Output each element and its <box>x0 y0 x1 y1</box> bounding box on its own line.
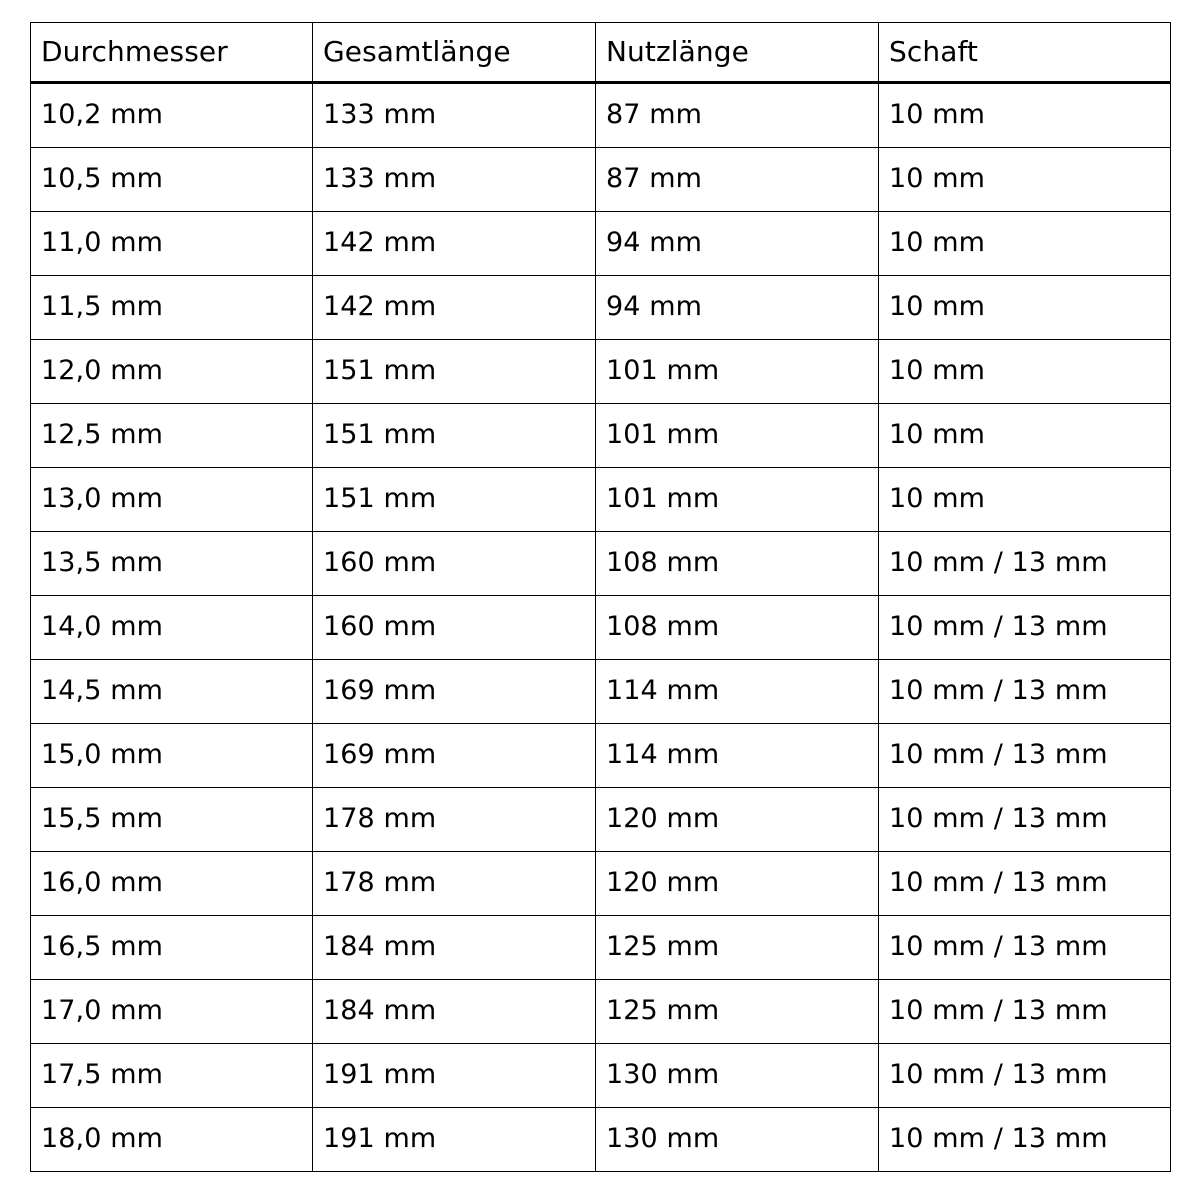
column-header-durchmesser: Durchmesser <box>31 23 313 83</box>
cell-nutzlaenge: 130 mm <box>596 1108 879 1172</box>
table-row <box>31 276 1171 340</box>
table-row <box>31 788 1171 852</box>
cell-schaft: 10 mm / 13 mm <box>879 1108 1171 1172</box>
table-row <box>31 212 1171 276</box>
cell-schaft: 10 mm <box>879 468 1171 532</box>
cell-nutzlaenge: 120 mm <box>596 852 879 916</box>
table-row <box>31 532 1171 596</box>
table-row <box>31 1108 1171 1172</box>
cell-nutzlaenge: 87 mm <box>596 83 879 148</box>
cell-schaft: 10 mm / 13 mm <box>879 788 1171 852</box>
cell-gesamtlaenge: 142 mm <box>313 212 596 276</box>
cell-schaft: 10 mm <box>879 340 1171 404</box>
cell-gesamtlaenge: 169 mm <box>313 660 596 724</box>
cell-gesamtlaenge: 191 mm <box>313 1044 596 1108</box>
cell-durchmesser: 12,0 mm <box>31 340 313 404</box>
cell-durchmesser: 11,5 mm <box>31 276 313 340</box>
cell-schaft: 10 mm / 13 mm <box>879 980 1171 1044</box>
cell-nutzlaenge: 125 mm <box>596 916 879 980</box>
cell-durchmesser: 18,0 mm <box>31 1108 313 1172</box>
cell-gesamtlaenge: 151 mm <box>313 404 596 468</box>
drill-bit-specification-table <box>30 22 1171 1172</box>
cell-gesamtlaenge: 133 mm <box>313 83 596 148</box>
cell-durchmesser: 16,0 mm <box>31 852 313 916</box>
cell-schaft: 10 mm / 13 mm <box>879 596 1171 660</box>
cell-durchmesser: 17,0 mm <box>31 980 313 1044</box>
table-row <box>31 980 1171 1044</box>
cell-nutzlaenge: 101 mm <box>596 404 879 468</box>
table-header <box>31 23 1171 83</box>
cell-gesamtlaenge: 160 mm <box>313 596 596 660</box>
cell-gesamtlaenge: 151 mm <box>313 468 596 532</box>
cell-gesamtlaenge: 184 mm <box>313 980 596 1044</box>
cell-schaft: 10 mm <box>879 83 1171 148</box>
table-row <box>31 724 1171 788</box>
cell-gesamtlaenge: 160 mm <box>313 532 596 596</box>
cell-gesamtlaenge: 133 mm <box>313 148 596 212</box>
cell-durchmesser: 13,5 mm <box>31 532 313 596</box>
cell-schaft: 10 mm <box>879 148 1171 212</box>
column-header-gesamtlaenge: Gesamtlänge <box>313 23 596 83</box>
table-row <box>31 468 1171 532</box>
cell-nutzlaenge: 101 mm <box>596 468 879 532</box>
table-row <box>31 83 1171 148</box>
cell-schaft: 10 mm / 13 mm <box>879 852 1171 916</box>
cell-gesamtlaenge: 178 mm <box>313 788 596 852</box>
table-row <box>31 404 1171 468</box>
cell-schaft: 10 mm / 13 mm <box>879 916 1171 980</box>
cell-schaft: 10 mm <box>879 212 1171 276</box>
cell-durchmesser: 10,2 mm <box>31 83 313 148</box>
table-row <box>31 340 1171 404</box>
cell-durchmesser: 14,0 mm <box>31 596 313 660</box>
cell-nutzlaenge: 101 mm <box>596 340 879 404</box>
table-row <box>31 660 1171 724</box>
cell-schaft: 10 mm / 13 mm <box>879 660 1171 724</box>
cell-durchmesser: 11,0 mm <box>31 212 313 276</box>
cell-schaft: 10 mm / 13 mm <box>879 532 1171 596</box>
cell-nutzlaenge: 108 mm <box>596 596 879 660</box>
table-row <box>31 852 1171 916</box>
cell-gesamtlaenge: 142 mm <box>313 276 596 340</box>
column-header-schaft: Schaft <box>879 23 1171 83</box>
cell-schaft: 10 mm <box>879 404 1171 468</box>
cell-nutzlaenge: 120 mm <box>596 788 879 852</box>
cell-nutzlaenge: 125 mm <box>596 980 879 1044</box>
cell-gesamtlaenge: 169 mm <box>313 724 596 788</box>
cell-durchmesser: 15,0 mm <box>31 724 313 788</box>
cell-durchmesser: 16,5 mm <box>31 916 313 980</box>
cell-nutzlaenge: 87 mm <box>596 148 879 212</box>
cell-durchmesser: 12,5 mm <box>31 404 313 468</box>
cell-durchmesser: 17,5 mm <box>31 1044 313 1108</box>
cell-gesamtlaenge: 151 mm <box>313 340 596 404</box>
table-body <box>31 83 1171 1172</box>
cell-gesamtlaenge: 184 mm <box>313 916 596 980</box>
table-header-row <box>31 23 1171 83</box>
cell-nutzlaenge: 114 mm <box>596 660 879 724</box>
cell-schaft: 10 mm / 13 mm <box>879 1044 1171 1108</box>
cell-durchmesser: 10,5 mm <box>31 148 313 212</box>
cell-nutzlaenge: 94 mm <box>596 212 879 276</box>
cell-nutzlaenge: 108 mm <box>596 532 879 596</box>
column-header-nutzlaenge: Nutzlänge <box>596 23 879 83</box>
cell-nutzlaenge: 130 mm <box>596 1044 879 1108</box>
cell-durchmesser: 15,5 mm <box>31 788 313 852</box>
table-row <box>31 1044 1171 1108</box>
cell-gesamtlaenge: 178 mm <box>313 852 596 916</box>
cell-durchmesser: 14,5 mm <box>31 660 313 724</box>
cell-nutzlaenge: 94 mm <box>596 276 879 340</box>
cell-nutzlaenge: 114 mm <box>596 724 879 788</box>
cell-schaft: 10 mm <box>879 276 1171 340</box>
cell-schaft: 10 mm / 13 mm <box>879 724 1171 788</box>
table-row <box>31 596 1171 660</box>
cell-durchmesser: 13,0 mm <box>31 468 313 532</box>
cell-gesamtlaenge: 191 mm <box>313 1108 596 1172</box>
table-row <box>31 148 1171 212</box>
table-row <box>31 916 1171 980</box>
